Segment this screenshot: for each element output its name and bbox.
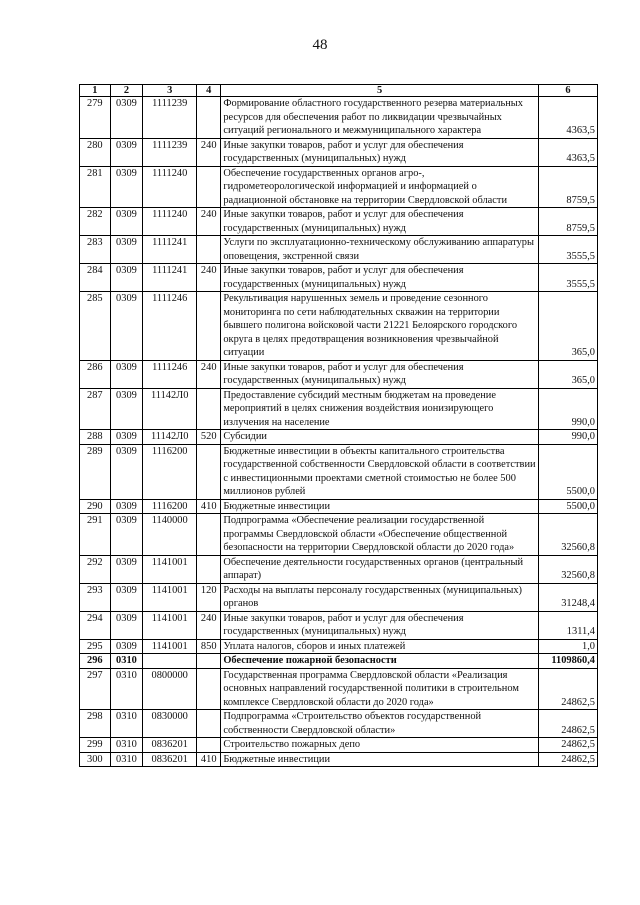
amount-cell: 24862,5 bbox=[538, 668, 597, 710]
target-code-cell: 0836201 bbox=[143, 752, 197, 767]
table-row bbox=[80, 499, 598, 514]
target-code-cell: 1141001 bbox=[143, 583, 197, 611]
description-cell: Расходы на выплаты персоналу государственных (муниципальных) органов bbox=[221, 583, 539, 611]
row-number-cell: 292 bbox=[80, 555, 111, 583]
table-row bbox=[80, 668, 598, 710]
expense-type-cell bbox=[197, 236, 221, 264]
target-code-cell: 1111241 bbox=[143, 236, 197, 264]
row-number-cell: 290 bbox=[80, 499, 111, 514]
description-cell: Субсидии bbox=[221, 430, 539, 445]
target-code-cell: 11142Л0 bbox=[143, 388, 197, 430]
expense-type-cell: 120 bbox=[197, 583, 221, 611]
target-code-cell: 0830000 bbox=[143, 710, 197, 738]
table-row bbox=[80, 236, 598, 264]
section-code-cell: 0309 bbox=[110, 444, 143, 499]
description-cell: Подпрограмма «Обеспечение реализации государственной программы Свердловской области «Обеспечение общественной безопасности на территории Свердловской области до 2020 года» bbox=[221, 514, 539, 556]
target-code-cell: 1116200 bbox=[143, 499, 197, 514]
target-code-cell: 1111239 bbox=[143, 97, 197, 139]
target-code-cell: 1111240 bbox=[143, 208, 197, 236]
amount-cell: 365,0 bbox=[538, 292, 597, 361]
section-code-cell: 0309 bbox=[110, 430, 143, 445]
expense-type-cell bbox=[197, 97, 221, 139]
expense-type-cell: 410 bbox=[197, 752, 221, 767]
description-cell: Обеспечение деятельности государственных органов (центральный аппарат) bbox=[221, 555, 539, 583]
amount-cell: 1,0 bbox=[538, 639, 597, 654]
row-number-cell: 279 bbox=[80, 97, 111, 139]
description-cell: Иные закупки товаров, работ и услуг для обеспечения государственных (муниципальных) нужд bbox=[221, 208, 539, 236]
section-code-cell: 0309 bbox=[110, 388, 143, 430]
table-row bbox=[80, 208, 598, 236]
amount-cell: 990,0 bbox=[538, 388, 597, 430]
row-number-cell: 299 bbox=[80, 738, 111, 753]
expense-type-cell bbox=[197, 444, 221, 499]
description-cell: Бюджетные инвестиции в объекты капитального строительства государственной собственности Свердловской области в соответствии с инвестиционными проектами сметной стоимостью не более 500 миллионов рублей bbox=[221, 444, 539, 499]
description-cell: Обеспечение пожарной безопасности bbox=[221, 654, 539, 669]
table-row bbox=[80, 292, 598, 361]
description-cell: Иные закупки товаров, работ и услуг для обеспечения государственных (муниципальных) нужд bbox=[221, 360, 539, 388]
table-row bbox=[80, 264, 598, 292]
target-code-cell: 11142Л0 bbox=[143, 430, 197, 445]
amount-cell: 32560,8 bbox=[538, 555, 597, 583]
expense-type-cell: 240 bbox=[197, 611, 221, 639]
description-cell: Государственная программа Свердловской области «Реализация основных направлений государственной политики в строительном комплексе Свердловской области до 2020 года» bbox=[221, 668, 539, 710]
expense-type-cell bbox=[197, 654, 221, 669]
description-cell: Бюджетные инвестиции bbox=[221, 499, 539, 514]
target-code-cell: 1116200 bbox=[143, 444, 197, 499]
target-code-cell: 1141001 bbox=[143, 611, 197, 639]
target-code-cell: 1111241 bbox=[143, 264, 197, 292]
section-code-cell: 0309 bbox=[110, 236, 143, 264]
target-code-cell bbox=[143, 654, 197, 669]
target-code-cell: 1111240 bbox=[143, 166, 197, 208]
row-number-cell: 282 bbox=[80, 208, 111, 236]
table-row bbox=[80, 639, 598, 654]
table-row bbox=[80, 752, 598, 767]
amount-cell: 4363,5 bbox=[538, 97, 597, 139]
target-code-cell: 1140000 bbox=[143, 514, 197, 556]
section-code-cell: 0309 bbox=[110, 555, 143, 583]
section-code-cell: 0309 bbox=[110, 138, 143, 166]
column-header: 1 bbox=[80, 85, 111, 97]
table-row bbox=[80, 654, 598, 669]
target-code-cell: 1111246 bbox=[143, 292, 197, 361]
expense-type-cell bbox=[197, 738, 221, 753]
table-row bbox=[80, 444, 598, 499]
description-cell: Иные закупки товаров, работ и услуг для обеспечения государственных (муниципальных) нужд bbox=[221, 611, 539, 639]
expense-type-cell: 240 bbox=[197, 264, 221, 292]
description-cell: Иные закупки товаров, работ и услуг для обеспечения государственных (муниципальных) нужд bbox=[221, 138, 539, 166]
table-body bbox=[80, 97, 598, 767]
section-code-cell: 0310 bbox=[110, 752, 143, 767]
expense-type-cell: 850 bbox=[197, 639, 221, 654]
amount-cell: 5500,0 bbox=[538, 499, 597, 514]
row-number-cell: 291 bbox=[80, 514, 111, 556]
section-code-cell: 0309 bbox=[110, 97, 143, 139]
budget-table bbox=[79, 84, 598, 767]
row-number-cell: 298 bbox=[80, 710, 111, 738]
expense-type-cell: 240 bbox=[197, 360, 221, 388]
expense-type-cell bbox=[197, 514, 221, 556]
table-row bbox=[80, 360, 598, 388]
table-row bbox=[80, 710, 598, 738]
description-cell: Формирование областного государственного резерва материальных ресурсов для обеспечения работ по ликвидации чрезвычайных ситуаций регионального и межмуниципального характера bbox=[221, 97, 539, 139]
expense-type-cell: 520 bbox=[197, 430, 221, 445]
amount-cell: 3555,5 bbox=[538, 264, 597, 292]
section-code-cell: 0309 bbox=[110, 639, 143, 654]
expense-type-cell: 240 bbox=[197, 138, 221, 166]
description-cell: Подпрограмма «Строительство объектов государственной собственности Свердловской области» bbox=[221, 710, 539, 738]
description-cell: Иные закупки товаров, работ и услуг для обеспечения государственных (муниципальных) нужд bbox=[221, 264, 539, 292]
target-code-cell: 1141001 bbox=[143, 555, 197, 583]
row-number-cell: 294 bbox=[80, 611, 111, 639]
table-row bbox=[80, 97, 598, 139]
target-code-cell: 1141001 bbox=[143, 639, 197, 654]
table-row bbox=[80, 738, 598, 753]
amount-cell: 990,0 bbox=[538, 430, 597, 445]
amount-cell: 1311,4 bbox=[538, 611, 597, 639]
row-number-cell: 286 bbox=[80, 360, 111, 388]
section-code-cell: 0309 bbox=[110, 360, 143, 388]
section-code-cell: 0310 bbox=[110, 654, 143, 669]
section-code-cell: 0309 bbox=[110, 499, 143, 514]
section-code-cell: 0310 bbox=[110, 738, 143, 753]
description-cell: Рекультивация нарушенных земель и проведение сезонного мониторинга по сети наблюдательных скважин на территории бывшего полигона войсковой части 21221 Белоярского городского округа в целях предотвращения возникновения чрезвычайной ситуации bbox=[221, 292, 539, 361]
expense-type-cell bbox=[197, 668, 221, 710]
target-code-cell: 1111246 bbox=[143, 360, 197, 388]
description-cell: Предоставление субсидий местным бюджетам на проведение мероприятий в целях снижения воздействия ионизирующего излучения на население bbox=[221, 388, 539, 430]
section-code-cell: 0309 bbox=[110, 611, 143, 639]
column-header: 2 bbox=[110, 85, 143, 97]
section-code-cell: 0309 bbox=[110, 292, 143, 361]
section-code-cell: 0309 bbox=[110, 264, 143, 292]
table-row bbox=[80, 430, 598, 445]
description-cell: Строительство пожарных депо bbox=[221, 738, 539, 753]
amount-cell: 8759,5 bbox=[538, 166, 597, 208]
table-row bbox=[80, 166, 598, 208]
target-code-cell: 1111239 bbox=[143, 138, 197, 166]
expense-type-cell: 240 bbox=[197, 208, 221, 236]
target-code-cell: 0800000 bbox=[143, 668, 197, 710]
description-cell: Обеспечение государственных органов агро-, гидрометеорологической информацией и информацией о радиационной обстановке на территории Свердловской области bbox=[221, 166, 539, 208]
row-number-cell: 287 bbox=[80, 388, 111, 430]
row-number-cell: 284 bbox=[80, 264, 111, 292]
section-code-cell: 0309 bbox=[110, 514, 143, 556]
expense-type-cell bbox=[197, 555, 221, 583]
row-number-cell: 289 bbox=[80, 444, 111, 499]
row-number-cell: 280 bbox=[80, 138, 111, 166]
expense-type-cell bbox=[197, 166, 221, 208]
row-number-cell: 293 bbox=[80, 583, 111, 611]
column-header: 3 bbox=[143, 85, 197, 97]
section-code-cell: 0309 bbox=[110, 583, 143, 611]
table-row bbox=[80, 138, 598, 166]
row-number-cell: 283 bbox=[80, 236, 111, 264]
amount-cell: 24862,5 bbox=[538, 738, 597, 753]
expense-type-cell bbox=[197, 710, 221, 738]
section-code-cell: 0309 bbox=[110, 208, 143, 236]
row-number-cell: 288 bbox=[80, 430, 111, 445]
description-cell: Услуги по эксплуатационно-техническому обслуживанию аппаратуры оповещения, экстренной связи bbox=[221, 236, 539, 264]
target-code-cell: 0836201 bbox=[143, 738, 197, 753]
amount-cell: 32560,8 bbox=[538, 514, 597, 556]
row-number-cell: 297 bbox=[80, 668, 111, 710]
amount-cell: 31248,4 bbox=[538, 583, 597, 611]
row-number-cell: 295 bbox=[80, 639, 111, 654]
description-cell: Бюджетные инвестиции bbox=[221, 752, 539, 767]
section-code-cell: 0310 bbox=[110, 668, 143, 710]
row-number-cell: 296 bbox=[80, 654, 111, 669]
description-cell: Уплата налогов, сборов и иных платежей bbox=[221, 639, 539, 654]
column-header: 4 bbox=[197, 85, 221, 97]
table-row bbox=[80, 555, 598, 583]
page-number: 48 bbox=[312, 37, 328, 53]
amount-cell: 1109860,4 bbox=[538, 654, 597, 669]
amount-cell: 365,0 bbox=[538, 360, 597, 388]
amount-cell: 24862,5 bbox=[538, 752, 597, 767]
table-row bbox=[80, 514, 598, 556]
row-number-cell: 281 bbox=[80, 166, 111, 208]
table-row bbox=[80, 611, 598, 639]
amount-cell: 24862,5 bbox=[538, 710, 597, 738]
row-number-cell: 300 bbox=[80, 752, 111, 767]
expense-type-cell bbox=[197, 292, 221, 361]
amount-cell: 5500,0 bbox=[538, 444, 597, 499]
column-header: 6 bbox=[538, 85, 597, 97]
table-row bbox=[80, 583, 598, 611]
section-code-cell: 0310 bbox=[110, 710, 143, 738]
section-code-cell: 0309 bbox=[110, 166, 143, 208]
expense-type-cell bbox=[197, 388, 221, 430]
row-number-cell: 285 bbox=[80, 292, 111, 361]
table-row bbox=[80, 388, 598, 430]
amount-cell: 3555,5 bbox=[538, 236, 597, 264]
amount-cell: 8759,5 bbox=[538, 208, 597, 236]
amount-cell: 4363,5 bbox=[538, 138, 597, 166]
expense-type-cell: 410 bbox=[197, 499, 221, 514]
table-header-row bbox=[80, 85, 598, 97]
column-header: 5 bbox=[221, 85, 539, 97]
